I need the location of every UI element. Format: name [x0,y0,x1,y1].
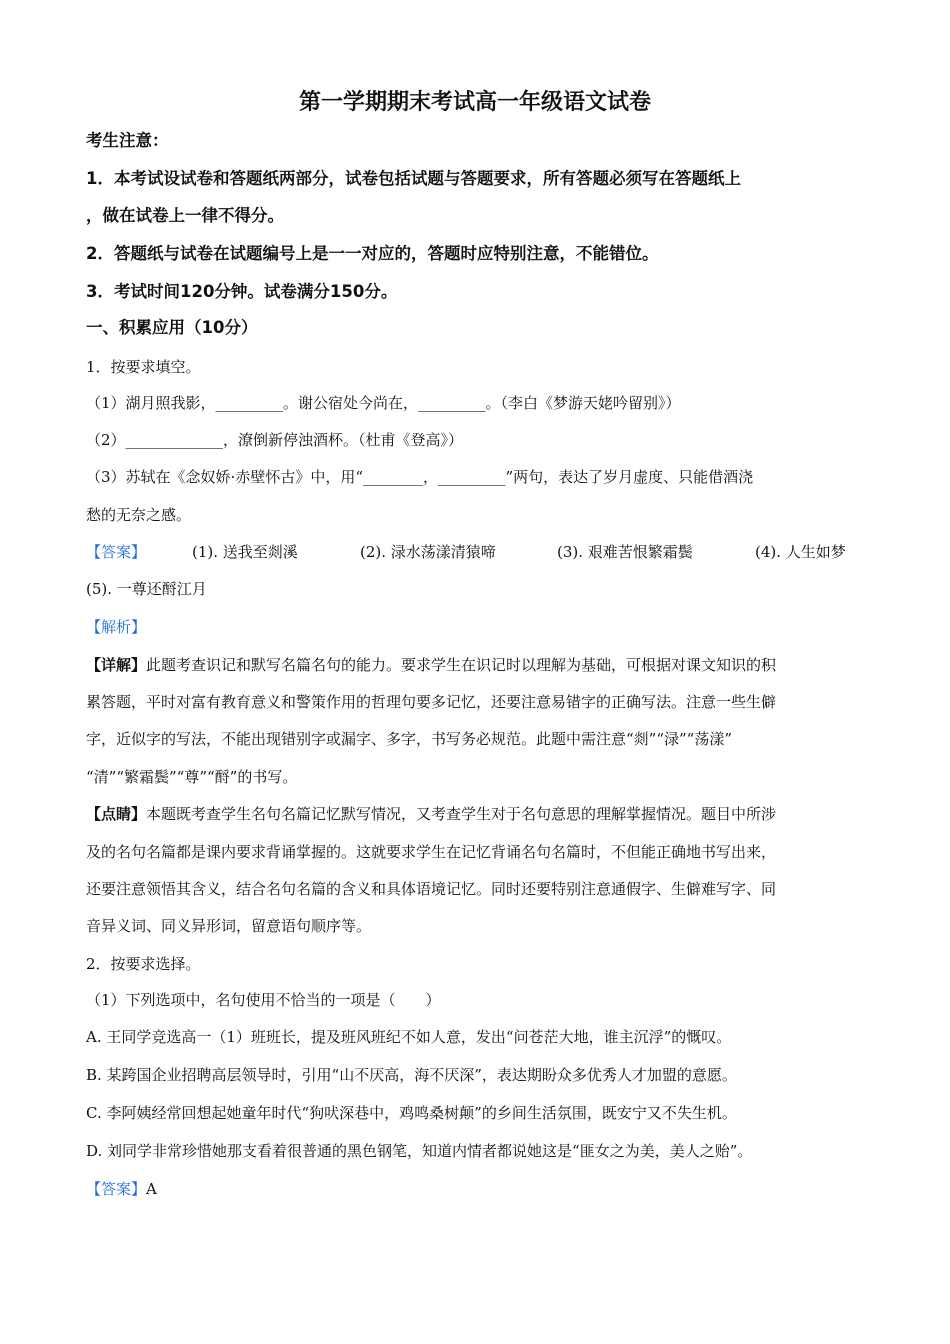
q1-answer-3: (3). 艰难苦恨繁霜鬓 [557,543,693,561]
q1-detail-line-4: “清”“繁霜鬓”“尊”“酹”的书写。 [86,768,298,786]
page-title: 第一学期期末考试高一年级语文试卷 [298,90,651,115]
q1-detail-line-3: 字，近似字的写法，不能出现错别字或漏字、多字，书写务必规范。此题中需注意“剡”“渌”“荡漾” [86,730,733,748]
q1-detail-line-2: 累答题，平时对富有教育意义和警策作用的哲理句要多记忆，还要注意易错字的正确写法。注意一些生僻 [86,693,777,711]
q2-stem: 2．按要求选择。 [86,955,201,973]
notice-item-1-cont: ，做在试卷上一律不得分。 [86,206,284,225]
q2-answer: A [146,1180,157,1198]
q1-point-line-2: 及的名句名篇都是课内要求背诵掌握的。这就要求学生在记忆背诵名句名篇时，不但能正确地书写出来， [86,843,777,861]
q1-answer-2: (2). 渌水荡漾清猿啼 [360,543,496,561]
notice-item-2: 2．答题纸与试卷在试题编号上是一一对应的，答题时应特别注意，不能错位。 [86,244,659,263]
q2-option-a: A. 王同学竞选高一（1）班班长，提及班风班纪不如人意，发出“问苍茫大地，谁主沉浮”的慨叹。 [86,1028,732,1046]
q1-answer-tag: 【答案】 [86,543,147,561]
notice-item-1: 1．本考试设试卷和答题纸两部分，试卷包括试题与答题要求，所有答题必须写在答题纸上 [86,169,741,188]
q1-stem: 1．按要求填空。 [86,358,201,376]
q1-point-line-1: 【点睛】本题既考查学生名句名篇记忆默写情况，又考查学生对于名句意思的理解掌握情况。题目中所涉 [86,805,777,823]
q1-answer-4: (4). 人生如梦 [755,543,846,561]
q1-answer-1: (1). 送我至剡溪 [192,543,298,561]
q2-answer-tag: 【答案】 [86,1180,147,1198]
q1-analysis-tag: 【解析】 [86,618,147,636]
point-tag: 【点睛】 [86,805,147,823]
q1-answer-5: (5). 一尊还酹江月 [86,580,207,598]
q1-sub3-cont: 愁的无奈之感。 [86,506,192,524]
q1-sub1: （1）湖月照我影，_________。谢公宿处今尚在，_________。（李白《梦游天姥吟留别》） [86,394,681,412]
q1-sub2: （2）_____________，潦倒新停浊酒杯。（杜甫《登高》） [86,431,464,449]
q1-detail-line-1: 【详解】此题考查识记和默写名篇名句的能力。要求学生在识记时以理解为基础，可根据对课文知识的积 [86,656,777,674]
q2-sub1: （1）下列选项中，名句使用不恰当的一项是（ ） [86,991,441,1009]
q2-option-b: B. 某跨国企业招聘高层领导时，引用“山不厌高，海不厌深”，表达期盼众多优秀人才加盟的意愿。 [86,1066,737,1084]
q2-option-c: C. 李阿姨经常回想起她童年时代“狗吠深巷中，鸡鸣桑树颠”的乡间生活氛围，既安宁又不失生机。 [86,1104,737,1122]
detail-tag: 【详解】 [86,656,147,674]
q2-option-d: D. 刘同学非常珍惜她那支看着很普通的黑色钢笔，知道内情者都说她这是“匪女之为美，美人之贻”。 [86,1142,753,1160]
q1-point-line-3: 还要注意领悟其含义，结合名句名篇的含义和具体语境记忆。同时还要特别注意通假字、生僻难写字、同 [86,880,777,898]
q2-answer-line [86,1179,157,1199]
section-heading: 一、积累应用（10分） [86,318,258,337]
notice-item-3: 3．考试时间120分钟。试卷满分150分。 [86,282,398,301]
q1-sub3: （3）苏轼在《念奴娇·赤壁怀古》中，用“________，_________”两句，表达了岁月虚度、只能借酒浇 [86,468,754,486]
notice-heading: 考生注意： [86,131,169,150]
q1-point-line-4: 音异义词、同义异形词，留意语句顺序等。 [86,917,372,935]
